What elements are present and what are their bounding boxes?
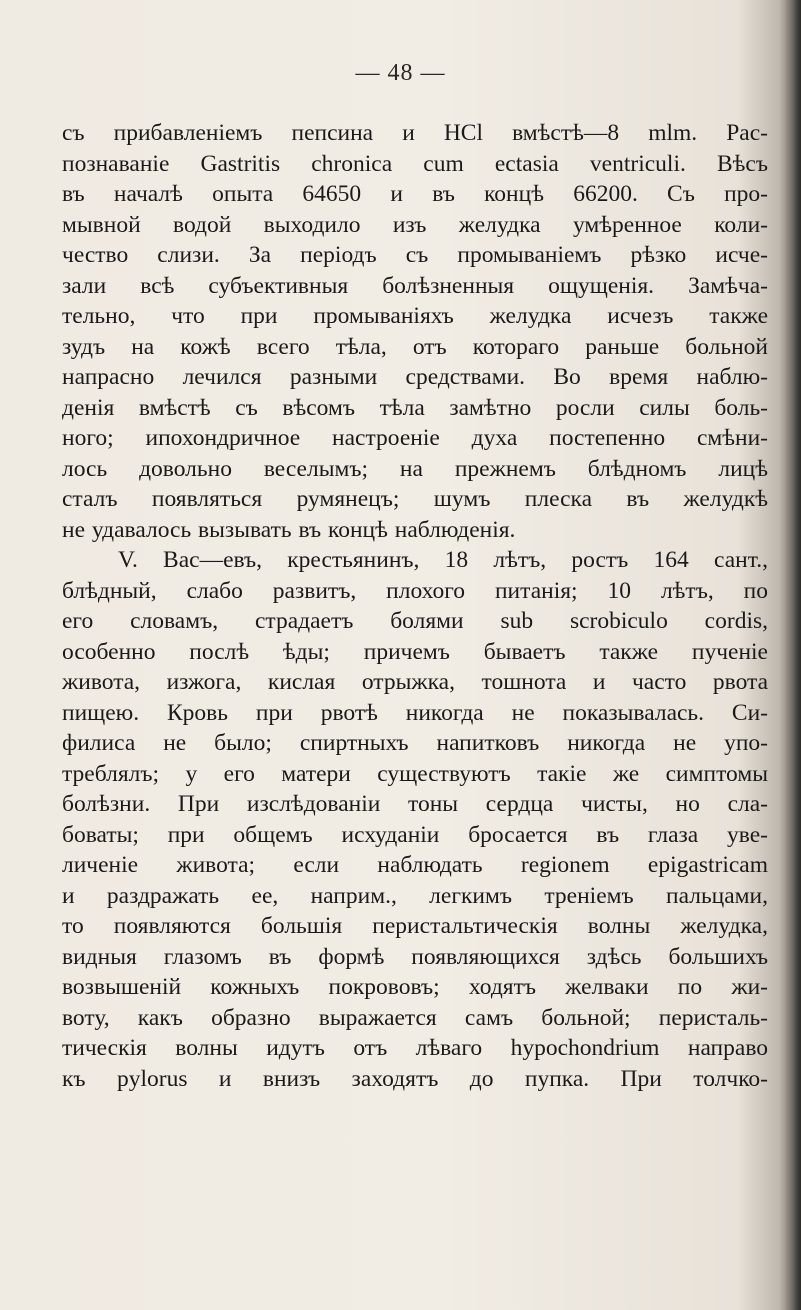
text-line: познаваніе Gastritis chronica cum ectasia ventriculi. Вѣсъ (62, 150, 768, 177)
text-line: напрасно лечился разными средствами. Во время наблю- (62, 364, 768, 390)
text-line: зали всѣ субъективныя болѣзненныя ощущенія. Замѣча- (62, 272, 768, 299)
text-line: тическія волны идутъ отъ лѣваго hypochondrium направо (62, 1035, 768, 1061)
body-text (62, 118, 768, 1094)
text-line: особенно послѣ ѣды; причемъ бываетъ также пученіе (62, 638, 768, 665)
text-line: зудъ на кожѣ всего тѣла, отъ котораго раньше больной (62, 333, 768, 360)
text-line: въ началѣ опыта 64650 и въ концѣ 66200. Съ про- (62, 181, 768, 207)
text-line: лось довольно веселымъ; на прежнемъ блѣдномъ лицѣ (62, 455, 768, 482)
text-line: денія вмѣстѣ съ вѣсомъ тѣла замѣтно росли силы боль- (62, 394, 768, 421)
text-line: видныя глазомъ въ формѣ появляющихся здѣсь большихъ (62, 943, 768, 970)
text-line: то появляются большія перистальтическія волны желудка, (62, 913, 768, 939)
text-line: пищею. Кровь при рвотѣ никогда не показывалась. Си- (62, 699, 768, 726)
text-line: блѣдный, слабо развитъ, плохого питанія; 10 лѣтъ, по (62, 577, 768, 604)
text-line: личеніе живота; если наблюдать regionem epigastricam (62, 852, 768, 878)
text-line: болѣзни. При изслѣдованіи тоны сердца чисты, но сла- (62, 791, 768, 817)
text-line: его словамъ, страдаетъ болями sub scrobiculo cordis, (62, 608, 768, 634)
text-line: мывной водой выходило изъ желудка умѣренное коли- (62, 211, 768, 238)
text-line: съ прибавленіемъ пепсина и НСl вмѣстѣ—8 mlm. Рас- (62, 120, 768, 146)
text-line: тельно, что при промываніяхъ желудка исчезъ также (62, 303, 768, 329)
text-line: треблялъ; у его матери существуютъ такіе же симптомы (62, 760, 768, 787)
page-edge-shadow (779, 0, 801, 1310)
text-line: и раздражать ее, наприм., легкимъ треніемъ пальцами, (62, 882, 768, 909)
text-line: чество слизи. За періодъ съ промываніемъ рѣзко исче- (62, 242, 768, 268)
text-line: ного; ипохондричное настроеніе духа постепенно смѣни- (62, 425, 768, 451)
text-line: не удавалось вызывать въ концѣ наблюденія. (62, 516, 516, 543)
text-line: боваты; при общемъ исхуданіи бросается въ глаза уве- (62, 821, 768, 848)
text-line: возвышеній кожныхъ покрововъ; ходятъ желваки по жи- (62, 974, 768, 1000)
text-line-paragraph-start: V. Вас—евъ, крестьянинъ, 18 лѣтъ, ростъ 164 сант., (118, 547, 768, 573)
text-line: воту, какъ образно выражается самъ больной; перисталь- (62, 1004, 768, 1031)
text-line: филиса не было; спиртныхъ напитковъ никогда не упо- (62, 730, 768, 756)
text-line: сталъ появляться румянецъ; шумъ плеска въ желудкѣ (62, 486, 768, 512)
text-line: къ pylorus и внизъ заходятъ до пупка. При толчко- (62, 1065, 768, 1092)
page-number: — 48 — (355, 60, 446, 86)
text-line: живота, изжога, кислая отрыжка, тошнота и часто рвота (62, 669, 768, 695)
